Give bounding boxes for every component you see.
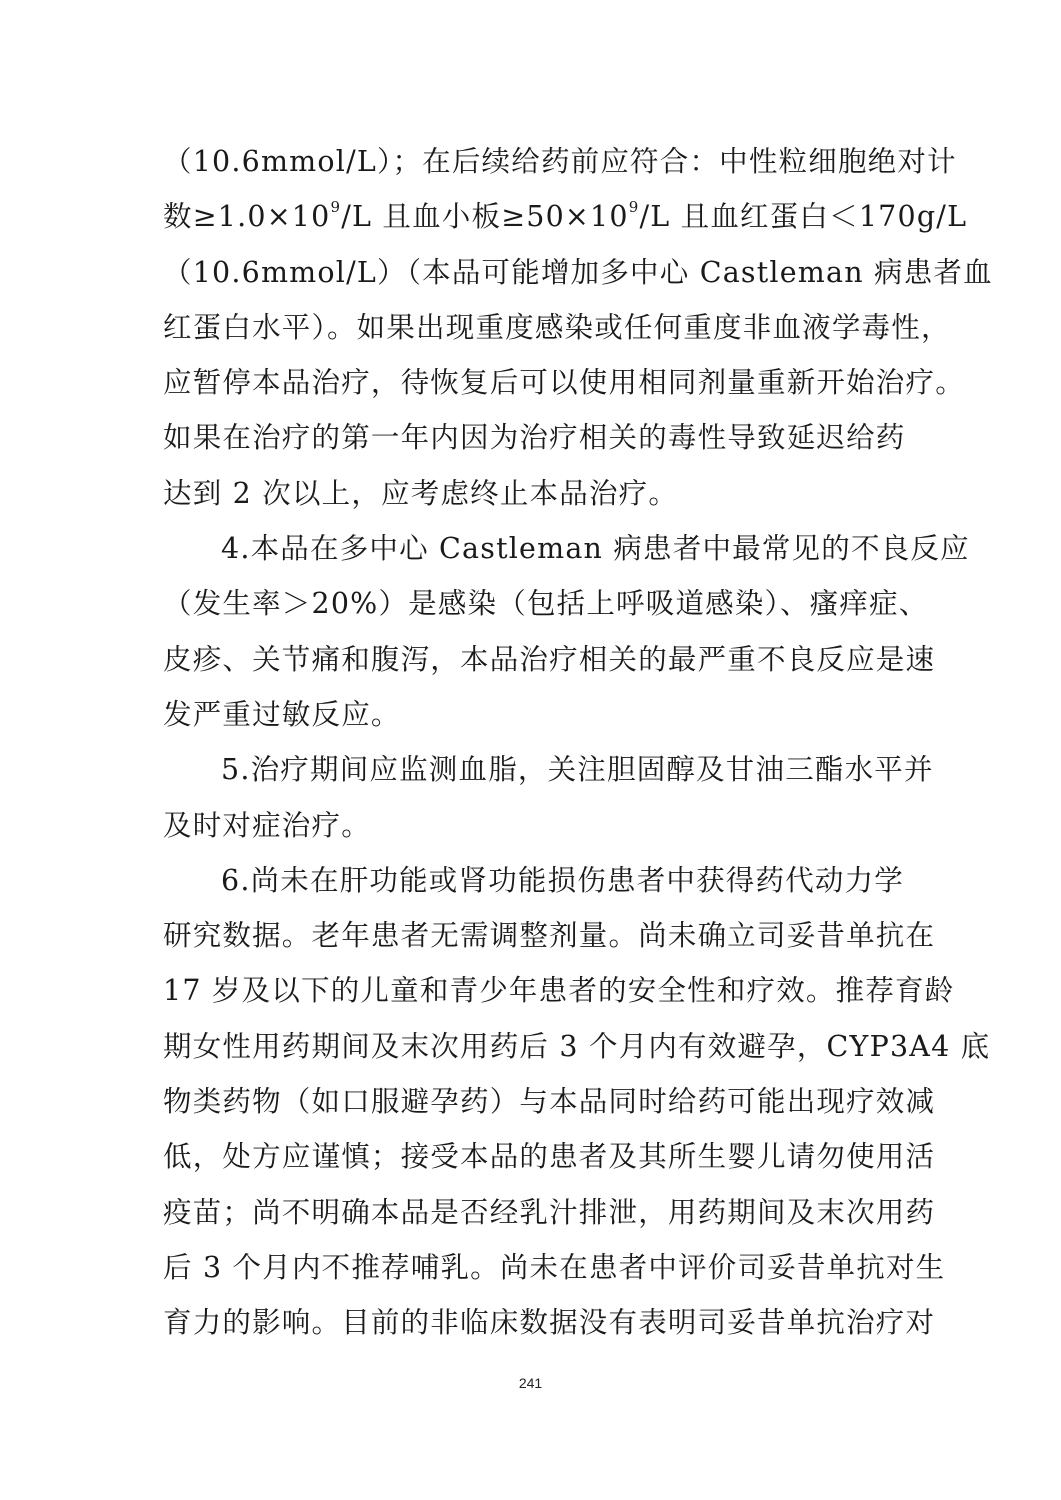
superscript: 9 bbox=[628, 197, 640, 216]
text-line: 及时对症治疗。 bbox=[163, 808, 371, 842]
page-body bbox=[163, 134, 993, 1351]
text-line: 6.尚未在肝功能或肾功能损伤患者中获得药代动力学 bbox=[221, 863, 904, 897]
text-line: 如果在治疗的第一年内因为治疗相关的毒性导致延迟给药 bbox=[163, 421, 906, 455]
text-line bbox=[163, 189, 968, 244]
text-line: 物类药物（如口服避孕药）与本品同时给药可能出现疗效减 bbox=[163, 1085, 936, 1119]
text-run: 数≥1.0×10 bbox=[163, 200, 331, 234]
paragraph-item-4 bbox=[163, 521, 970, 742]
text-run: /L 且血小板≥50×10 bbox=[341, 200, 629, 234]
text-line: （发生率＞20%）是感染（包括上呼吸道感染）、瘙痒症、 bbox=[163, 587, 929, 621]
text-line: 红蛋白水平）。如果出现重度感染或任何重度非血液学毒性， bbox=[163, 310, 951, 344]
text-line: 应暂停本品治疗，待恢复后可以使用相同剂量重新开始治疗。 bbox=[163, 366, 965, 400]
text-line: 期女性用药期间及末次用药后 3 个月内有效避孕，CYP3A4 底 bbox=[163, 1029, 991, 1063]
text-line: 后 3 个月内不推荐哺乳。尚未在患者中评价司妥昔单抗对生 bbox=[163, 1250, 946, 1284]
text-line: 达到 2 次以上，应考虑终止本品治疗。 bbox=[163, 476, 679, 510]
text-line: 疫苗；尚不明确本品是否经乳汁排泄，用药期间及末次用药 bbox=[163, 1195, 936, 1229]
text-line: 5.治疗期间应监测血脂，关注胆固醇及甘油三酯水平并 bbox=[221, 753, 934, 787]
text-line: 低，处方应谨慎；接受本品的患者及其所生婴儿请勿使用活 bbox=[163, 1140, 936, 1174]
paragraph-continuation bbox=[163, 134, 993, 521]
text-line: 发严重过敏反应。 bbox=[163, 697, 401, 731]
text-line: （10.6mmol/L）（本品可能增加多中心 Castleman 病患者血 bbox=[163, 255, 993, 289]
paragraph-item-5 bbox=[163, 742, 934, 853]
text-line: 育力的影响。目前的非临床数据没有表明司妥昔单抗治疗对 bbox=[163, 1306, 936, 1340]
superscript: 9 bbox=[330, 197, 342, 216]
text-line: 皮疹、关节痛和腹泻，本品治疗相关的最严重不良反应是速 bbox=[163, 642, 936, 676]
page-number: 241 bbox=[518, 1375, 543, 1391]
text-line: 17 岁及以下的儿童和青少年患者的安全性和疗效。推荐育龄 bbox=[163, 974, 955, 1008]
text-line: （10.6mmol/L）；在后续给药前应符合：中性粒细胞绝对计 bbox=[163, 145, 957, 178]
text-run: /L 且血红蛋白＜170g/L bbox=[639, 200, 968, 234]
paragraph-item-6 bbox=[163, 853, 991, 1351]
text-line: 4.本品在多中心 Castleman 病患者中最常见的不良反应 bbox=[221, 532, 970, 566]
text-line: 研究数据。老年患者无需调整剂量。尚未确立司妥昔单抗在 bbox=[163, 919, 936, 953]
